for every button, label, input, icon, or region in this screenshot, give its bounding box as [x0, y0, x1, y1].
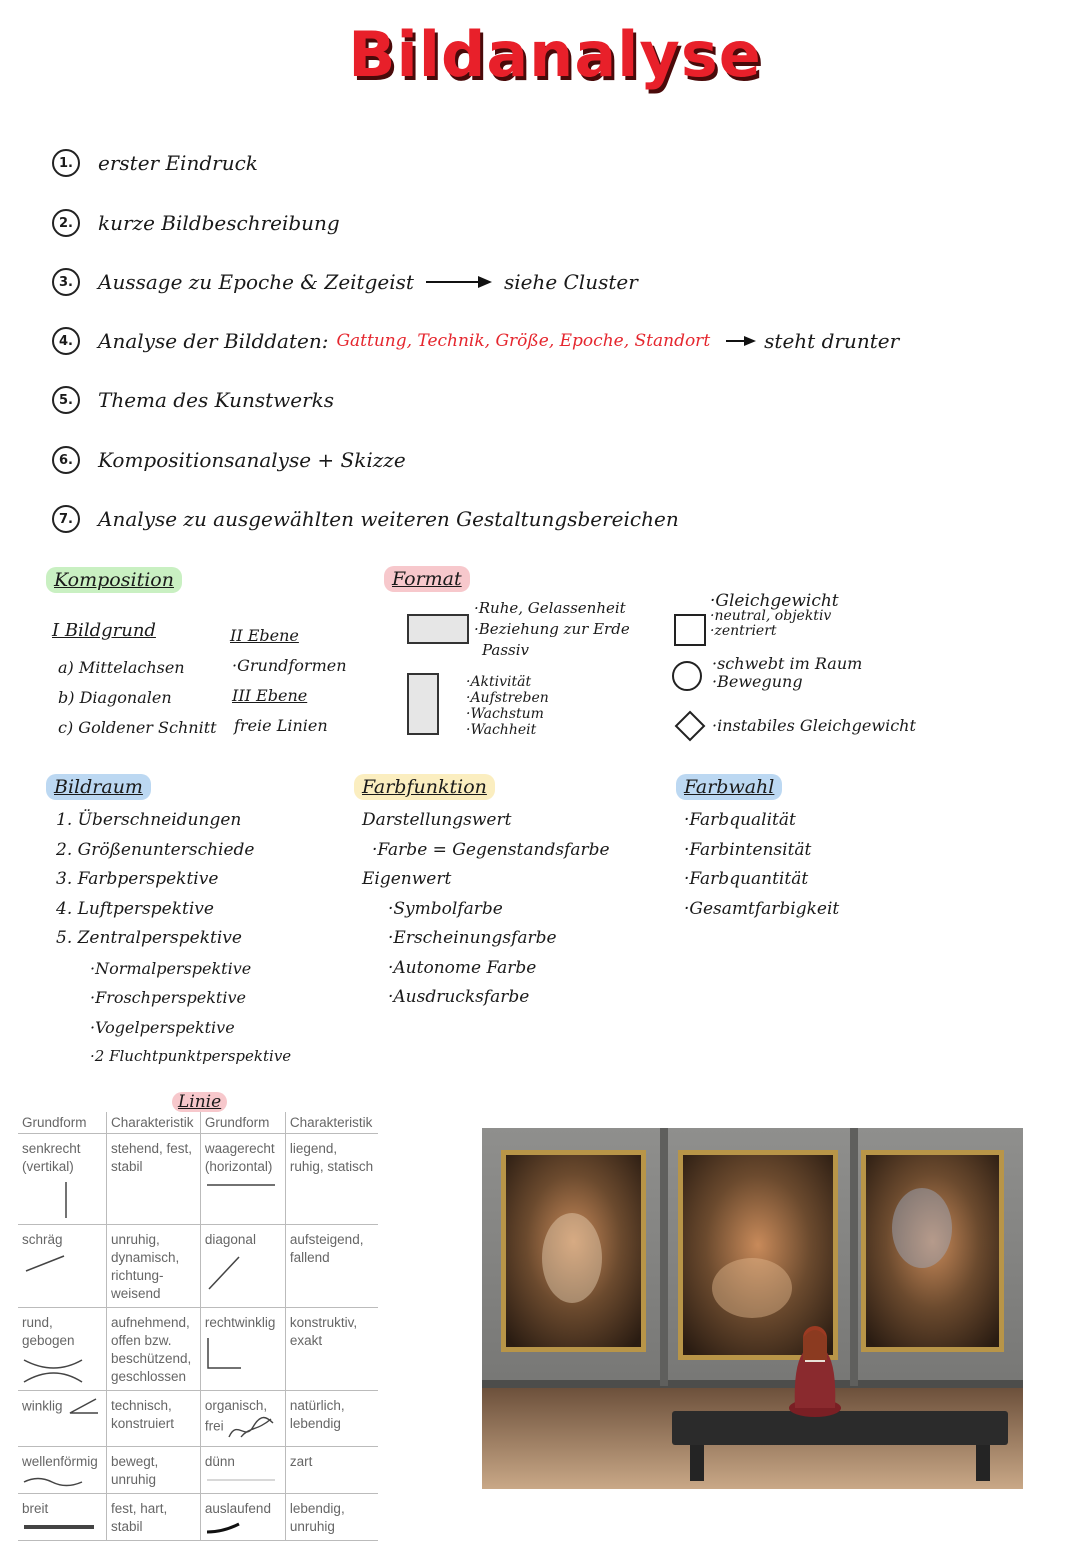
list-item: 5. Zentralperspektive [56, 928, 242, 948]
step-arrow-text: steht drunter [764, 329, 900, 353]
arrow-right-icon [724, 333, 758, 349]
ebene2-item: ·Grundformen [232, 656, 347, 675]
step-text: erster Eindruck [98, 151, 258, 175]
step-text: Analyse zu ausgewählten weiteren Gestaltungsbereichen [98, 507, 679, 531]
linie-heading: Linie [172, 1092, 227, 1112]
museum-photo [482, 1128, 1023, 1489]
diamond-icon [674, 710, 706, 742]
bildraum-heading: Bildraum [46, 774, 151, 800]
table-cell: waagerecht (horizontal) [200, 1134, 285, 1225]
note-line: ·Wachheit [466, 722, 537, 738]
note-line: Passiv [482, 641, 530, 659]
step-text: Kompositionsanalyse + Skizze [98, 448, 406, 472]
list-item: ·Farbintensität [684, 839, 812, 860]
list-item: 1. Überschneidungen [56, 810, 242, 830]
note-line: ·Ruhe, Gelassenheit [474, 599, 626, 617]
list-item: Eigenwert [362, 869, 452, 889]
page-title: Bildanalyse [348, 18, 762, 91]
table-cell: liegend, ruhig, statisch [285, 1134, 378, 1225]
portrait-rectangle-icon [407, 673, 439, 735]
step-text: Aussage zu Epoche & Zeitgeist [98, 270, 414, 294]
step-number: 7. [52, 505, 80, 533]
square-icon [674, 614, 706, 646]
circle-notes [712, 655, 862, 691]
table-cell: aufnehmend, offen bzw. beschützend, geschlossen [107, 1308, 201, 1391]
list-item: ·Symbolfarbe [388, 898, 503, 919]
bildgrund-item: b) Diagonalen [58, 688, 172, 707]
note-line: ·zentriert [710, 623, 777, 639]
column-header: Charakteristik [107, 1112, 201, 1134]
list-item: ·Farbqualität [684, 810, 796, 830]
table-cell: diagonal [200, 1225, 285, 1308]
list-item: ·Erscheinungsfarbe [388, 928, 557, 948]
table-cell: dünn [200, 1447, 285, 1494]
list-item: ·2 Fluchtpunktperspektive [90, 1047, 292, 1065]
farbwahl-heading: Farbwahl [676, 774, 782, 800]
list-item: Darstellungswert [362, 810, 512, 830]
portrait-notes [466, 674, 549, 738]
step-text: Thema des Kunstwerks [98, 388, 335, 412]
table-row [18, 1134, 378, 1225]
note-line: ·Aufstreben [466, 690, 549, 706]
list-item: ·Ausdrucksfarbe [388, 987, 530, 1007]
step-text: kurze Bildbeschreibung [98, 211, 340, 235]
list-item: ·Froschperspektive [90, 988, 246, 1007]
step-4 [52, 324, 899, 358]
bildraum-list [56, 806, 291, 1072]
table-cell: lebendig, unruhig [285, 1494, 378, 1541]
table-row [18, 1308, 378, 1391]
list-item: ·Autonome Farbe [388, 957, 537, 978]
table-cell: rund, gebogen [18, 1308, 107, 1391]
step-number: 4. [52, 327, 80, 355]
angled-line-icon [66, 1397, 100, 1417]
list-item: ·Farbquantität [684, 869, 809, 889]
vertical-line-icon [22, 1180, 102, 1220]
table-cell: unruhig, dynamisch, richtung-weisend [107, 1225, 201, 1308]
list-item: ·Gesamtfarbigkeit [684, 898, 840, 919]
table-cell: konstruktiv, exakt [285, 1308, 378, 1391]
circle-icon [672, 661, 702, 691]
horizontal-line-icon [205, 1180, 281, 1190]
linie-table [18, 1112, 378, 1541]
step-number: 6. [52, 446, 80, 474]
table-cell: schräg [18, 1225, 107, 1308]
column-header: Charakteristik [285, 1112, 378, 1134]
note-line: ·Aktivität [466, 674, 532, 690]
table-row [18, 1447, 378, 1494]
step-2 [52, 206, 340, 240]
square-notes [710, 591, 839, 639]
step-red-text: Gattung, Technik, Größe, Epoche, Standort [336, 331, 711, 351]
note-line: ·Beziehung zur Erde [474, 620, 630, 638]
farbfunktion-heading: Farbfunktion [354, 774, 495, 800]
step-1 [52, 146, 258, 180]
right-angle-line-icon [205, 1336, 281, 1372]
table-row [18, 1494, 378, 1541]
table-header-row [18, 1112, 378, 1134]
format-heading: Format [384, 566, 470, 592]
step-6 [52, 443, 406, 477]
table-cell: auslaufend [200, 1494, 285, 1541]
table-cell: zart [285, 1447, 378, 1494]
note-line: ·Wachstum [466, 706, 544, 722]
ebene2-title: II Ebene [230, 626, 299, 645]
thick-line-icon [22, 1522, 102, 1532]
table-cell: technisch, konstruiert [107, 1391, 201, 1447]
bildgrund-item: a) Mittelachsen [58, 658, 185, 677]
landscape-rectangle-icon [407, 614, 469, 644]
arrow-right-icon [424, 274, 494, 290]
table-cell: bewegt, unruhig [107, 1447, 201, 1494]
table-cell: organisch, frei [200, 1391, 285, 1447]
organic-line-icon [227, 1415, 275, 1439]
table-cell: stehend, fest, stabil [107, 1134, 201, 1225]
table-cell: winklig [18, 1391, 107, 1447]
step-number: 3. [52, 268, 80, 296]
step-5 [52, 383, 334, 417]
note-line: ·Gleichgewicht [710, 591, 839, 611]
step-text: Analyse der Bilddaten: [98, 329, 329, 353]
list-item: 4. Luftperspektive [56, 898, 214, 919]
table-cell: rechtwinklig [200, 1308, 285, 1391]
ebene3-title: III Ebene [232, 686, 308, 705]
wavy-line-icon [22, 1475, 102, 1489]
step-number: 5. [52, 386, 80, 414]
diagonal-line-icon [205, 1253, 281, 1293]
step-3 [52, 265, 638, 299]
bildgrund-item: c) Goldener Schnitt [58, 718, 217, 737]
table-cell: senkrecht (vertikal) [18, 1134, 107, 1225]
thin-line-icon [205, 1475, 281, 1485]
table-cell: breit [18, 1494, 107, 1541]
list-item: ·Vogelperspektive [90, 1017, 235, 1037]
column-header: Grundform [200, 1112, 285, 1134]
table-row [18, 1391, 378, 1447]
landscape-notes [474, 598, 630, 661]
table-cell: natürlich, lebendig [285, 1391, 378, 1447]
step-arrow-text: siehe Cluster [503, 270, 638, 294]
table-cell: aufsteigend, fallend [285, 1225, 378, 1308]
farbwahl-list [684, 806, 839, 924]
bildgrund-title: I Bildgrund [52, 620, 156, 641]
list-item: ·Farbe = Gegenstandsfarbe [372, 839, 610, 860]
komposition-heading: Komposition [46, 567, 182, 593]
note-line: ·neutral, objektiv [710, 608, 832, 624]
diamond-note: ·instabiles Gleichgewicht [712, 716, 916, 735]
list-item: 3. Farbperspektive [56, 869, 219, 889]
step-7 [52, 502, 679, 536]
column-header: Grundform [18, 1112, 107, 1134]
table-row [18, 1225, 378, 1308]
farbfunktion-list [362, 806, 610, 1013]
curved-line-icon [22, 1354, 102, 1386]
tapered-line-icon [205, 1522, 281, 1534]
table-cell: wellenförmig [18, 1447, 107, 1494]
ebene3-item: freie Linien [234, 716, 328, 735]
step-number: 1. [52, 149, 80, 177]
note-line: ·schwebt im Raum [712, 654, 863, 673]
step-number: 2. [52, 209, 80, 237]
slanted-line-icon [22, 1253, 102, 1275]
list-item: ·Normalperspektive [90, 958, 252, 978]
note-line: ·Bewegung [712, 672, 803, 691]
list-item: 2. Größenunterschiede [56, 839, 255, 860]
table-cell: fest, hart, stabil [107, 1494, 201, 1541]
